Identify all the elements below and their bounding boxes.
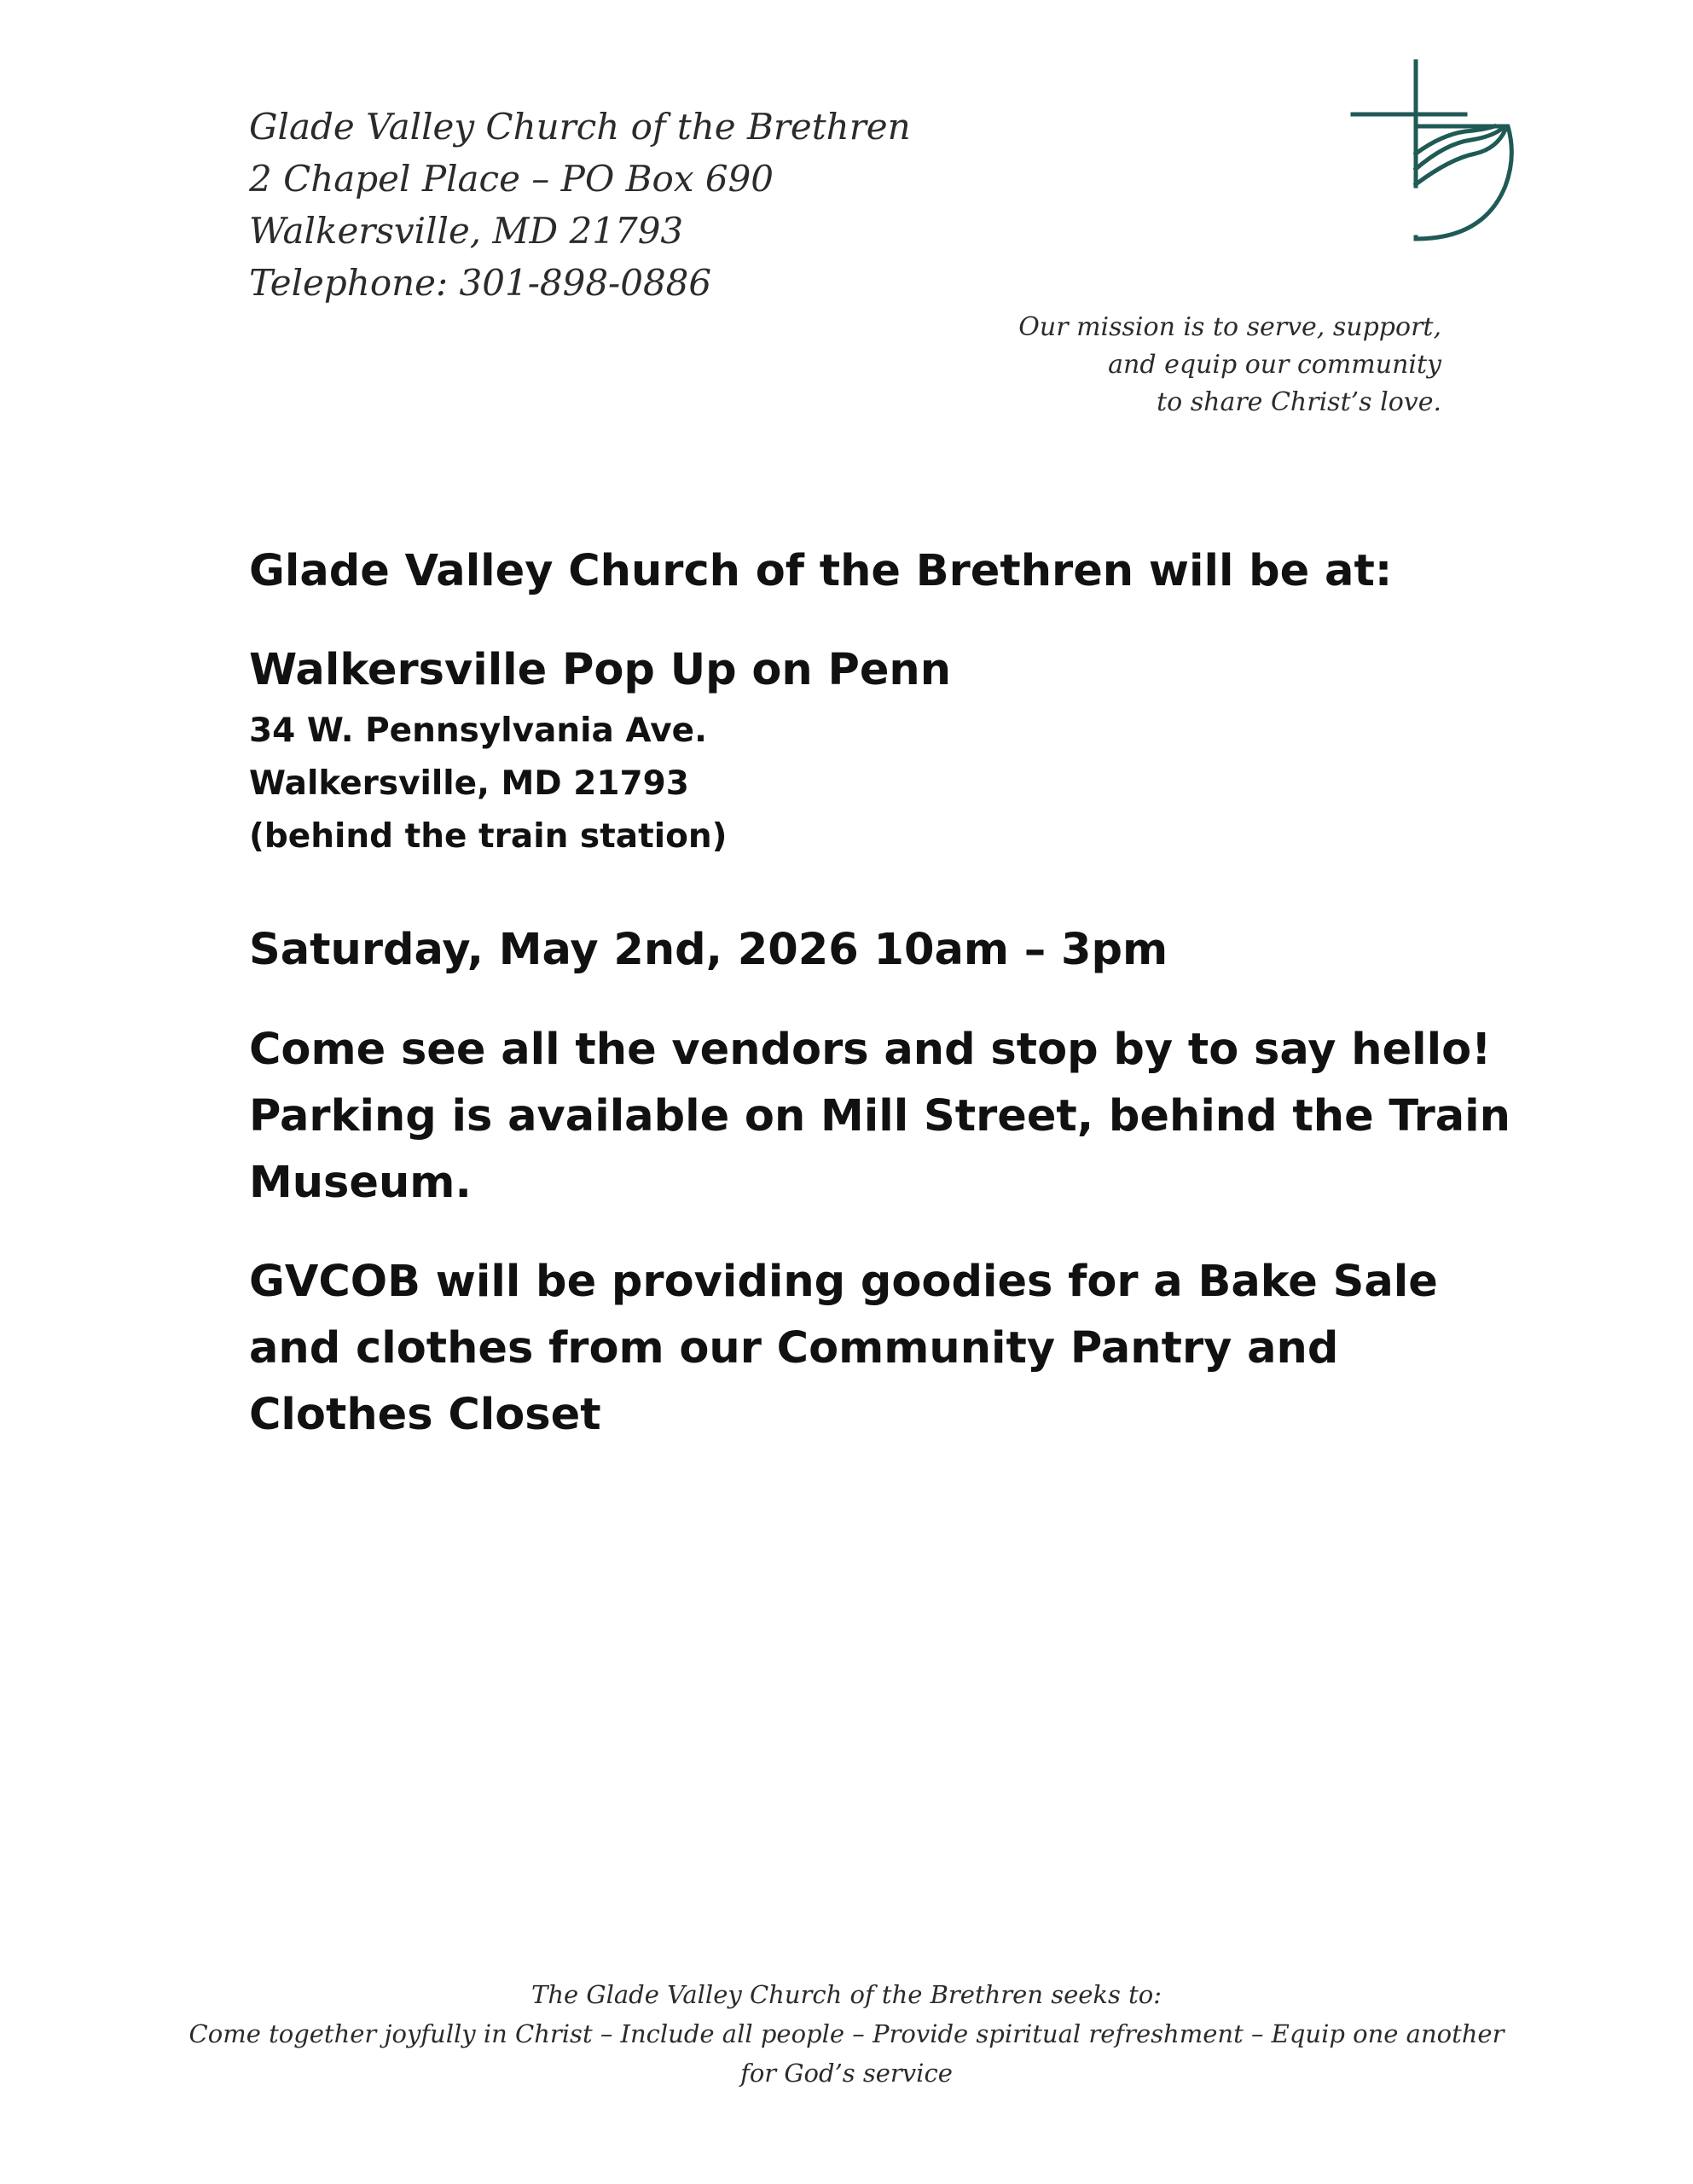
mission-line-1: Our mission is to serve, support,: [1018, 312, 1441, 342]
invite-line-1: Come see all the vendors and stop by to say hello!: [249, 1025, 1492, 1075]
event-city: Walkersville, MD 21793: [249, 764, 689, 803]
invite-line-2: Parking is available on Mill Street, behind the Train: [249, 1091, 1510, 1141]
footer: [0, 1975, 1693, 2093]
event-street: 34 W. Pennsylvania Ave.: [249, 712, 707, 750]
offer-line-3: Clothes Closet: [249, 1390, 601, 1440]
offer-line-1: GVCOB will be providing goodies for a Bake Sale: [249, 1257, 1438, 1307]
announcement: [249, 537, 1510, 1449]
event-location-note: (behind the train station): [249, 817, 728, 856]
address-line-1: 2 Chapel Place – PO Box 690: [249, 158, 774, 200]
footer-line-1: The Glade Valley Church of the Brethren seeks to:: [531, 1980, 1162, 2009]
announcement-heading: Glade Valley Church of the Brethren will be at:: [249, 546, 1393, 596]
footer-line-3: for God’s service: [740, 2059, 953, 2088]
offer-line-2: and clothes from our Community Pantry and: [249, 1323, 1339, 1374]
mission-statement: [1018, 309, 1441, 421]
mission-line-3: to share Christ’s love.: [1157, 387, 1441, 417]
event-datetime: Saturday, May 2nd, 2026 10am – 3pm: [249, 925, 1168, 975]
invite-line-3: Museum.: [249, 1158, 472, 1208]
address-line-2: Walkersville, MD 21793: [249, 210, 684, 252]
mission-line-2: and equip our community: [1108, 350, 1441, 380]
letterhead: [249, 101, 911, 309]
offer-paragraph: [249, 1249, 1460, 1449]
event-address: [249, 705, 1460, 863]
invite-paragraph: [249, 1017, 1510, 1217]
footer-line-2: Come together joyfully in Christ – Include all people – Provide spiritual refreshment – Equip one another: [188, 2019, 1505, 2048]
cross-and-flame-logo-icon: [1348, 58, 1518, 246]
church-name: Glade Valley Church of the Brethren: [249, 106, 911, 148]
event-name: Walkersville Pop Up on Penn: [249, 645, 952, 695]
telephone: Telephone: 301-898-0886: [249, 262, 712, 304]
